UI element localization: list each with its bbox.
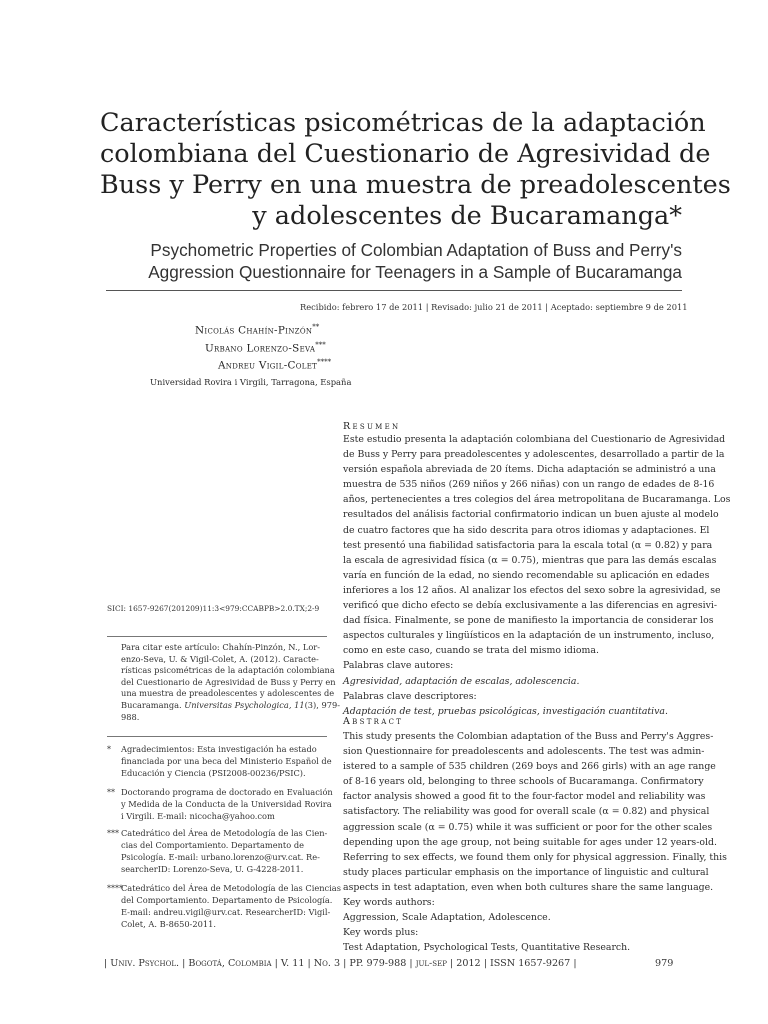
citation-top-divider [107,636,327,637]
abstract-line: of 8-16 years old, belonging to three schools of Bucaramanga. Confirmatory [343,776,704,788]
resumen-line: Este estudio presenta la adaptación colombiana del Cuestionario de Agresividad [343,434,726,445]
title-line: y adolescentes de Bucaramanga* [252,201,682,231]
resumen-heading: Resumen [343,421,401,432]
resumen-body [343,432,731,719]
keywords-authors-en: Aggression, Scale Adaptation, Adolescence. [343,912,551,924]
resumen-line: la escala de agresividad física (α = 0.75), mientras que para las demás escalas [343,554,717,566]
abstract-line: aggression scale (α = 0.75) while it was sufficient or poor for the other scales [343,821,713,833]
resumen-line: dad física. Finalmente, se pone de manifiesto la importancia de considerar los [343,615,714,627]
keywords-descriptors: Adaptación de test, pruebas psicológicas, investigación cuantitativa. [343,705,668,717]
author-1: Nicolás Chahín-Pinzón** [195,323,320,337]
resumen-line: inferiores a los 12 años. Al analizar los efectos del sexo sobre la agresividad, se [343,584,721,596]
citation-line: rísticas psicométricas de la adaptación colombiana [121,665,335,676]
article-title [100,108,731,232]
citation-block [121,642,341,723]
title-line: Buss y Perry en una muestra de preadolescentes [100,170,731,200]
article-title-english [100,239,682,283]
resumen-line: resultados del análisis factorial confirmatorio indican un buen ajuste al modelo [343,509,719,521]
resumen-line: verificó que dicho efecto se debía exclusivamente a las diferencias en agresivi- [343,600,718,612]
affiliation: Universidad Rovira i Virgili, Tarragona, España [150,377,352,387]
subtitle-line: Aggression Questionnaire for Teenagers in a Sample of Bucaramanga [148,262,682,282]
keywords-plus: Test Adaptation, Psychological Tests, Quantitative Research. [343,942,631,954]
citation-line: 988. [121,711,140,722]
resumen-line: muestra de 535 niños (269 niños y 266 niñas) con un rango de edades de 8-16 [343,479,715,491]
abstract-line: factor analysis showed a good fit to the four-factor model and reliability was [343,791,706,803]
abstract-line: satisfactory. The reliability was good for overall scale (α = 0.82) and physical [343,806,710,818]
keywords-descriptors-label: Palabras clave descriptores: [343,690,477,702]
citation-journal: Universitas Psychologica, 11 [184,699,305,710]
citation-line: Bucaramanga. Universitas Psychologica, 11(3), 979- [121,699,341,710]
abstract-line: depending upon the age group, not being suitable for ages under 12 years-old. [343,836,717,848]
resumen-line: años, pertenecientes a tres colegios del área metropolitana de Bucaramanga. Los [343,494,731,506]
resumen-line: como en este caso, cuando se trata del mismo idioma. [343,645,599,657]
abstract-line: istered to a sample of 535 children (269 boys and 266 girls) with an age range [343,761,716,773]
resumen-line: de Buss y Perry para preadolescentes y adolescentes, desarrollado a partir de la [343,449,725,461]
keywords-authors: Agresividad, adaptación de escalas, adolescencia. [343,675,580,687]
sici-code: SICI: 1657-9267(201209)11:3<979:CCABPB>2.0.TX;2-9 [107,604,320,613]
author-2: Urbano Lorenzo-Seva*** [205,341,326,355]
resumen-line: de cuatro factores que ha sido descrita para otros idiomas y adaptaciones. El [343,524,710,536]
citation-line: del Cuestionario de Agresividad de Buss y Perry en [121,676,336,687]
title-line: colombiana del Cuestionario de Agresividad de [100,139,711,169]
abstract-heading: Abstract [343,716,404,727]
abstract-line: aspects in test adaptation, even when both cultures share the same language. [343,881,714,893]
abstract-line: This study presents the Colombian adaptation of the Buss and Perry's Aggres- [343,731,714,742]
abstract-line: sion Questionnaire for preadolescents and adolescents. The test was admin- [343,746,705,758]
resumen-line: aspectos culturales y lingüísticos en la adaptación de un instrumento, incluso, [343,630,715,642]
title-divider [106,290,682,291]
submission-dates: Recibido: febrero 17 de 2011 | Revisado: julio 21 de 2011 | Aceptado: septiembre 9 de 2011 [300,302,688,312]
keywords-plus-label: Key words plus: [343,927,419,939]
citation-line: una muestra de preadolescentes y adolescentes de [121,688,335,699]
citation-line: enzo-Seva, U. & Vigil-Colet, A. (2012). Caracte- [121,653,319,664]
journal-footer: | Univ. Psychol. | Bogotá, Colombia | V. 11 | No. 3 | PP. 979-988 | jul-sep | 2012 | ISSN 1657-9267 | [104,958,577,969]
abstract-body [343,729,727,955]
author-3: Andreu Vigil-Colet**** [218,358,332,372]
abstract-line: study places particular emphasis on the importance of linguistic and cultural [343,866,709,878]
page-number: 979 [655,958,674,969]
citation-bottom-divider [107,736,327,737]
abstract-line: Referring to sex effects, we found them only for physical aggression. Finally, this [343,851,727,863]
title-line: Características psicométricas de la adaptación [100,108,706,138]
subtitle-line: Psychometric Properties of Colombian Adaptation of Buss and Perry's [150,240,682,260]
citation-line: Para citar este artículo: Chahín-Pinzón, N., Lor- [121,642,321,652]
resumen-line: versión española abreviada de 20 ítems. Dicha adaptación se administró a una [343,464,716,476]
keywords-authors-label-en: Key words authors: [343,897,435,909]
resumen-line: test presentó una fiabilidad satisfactoria para la escala total (α = 0.82) y para [343,539,713,551]
keywords-authors-label: Palabras clave autores: [343,660,454,672]
resumen-line: varía en función de la edad, no siendo recomendable su aplicación en edades [343,569,710,581]
